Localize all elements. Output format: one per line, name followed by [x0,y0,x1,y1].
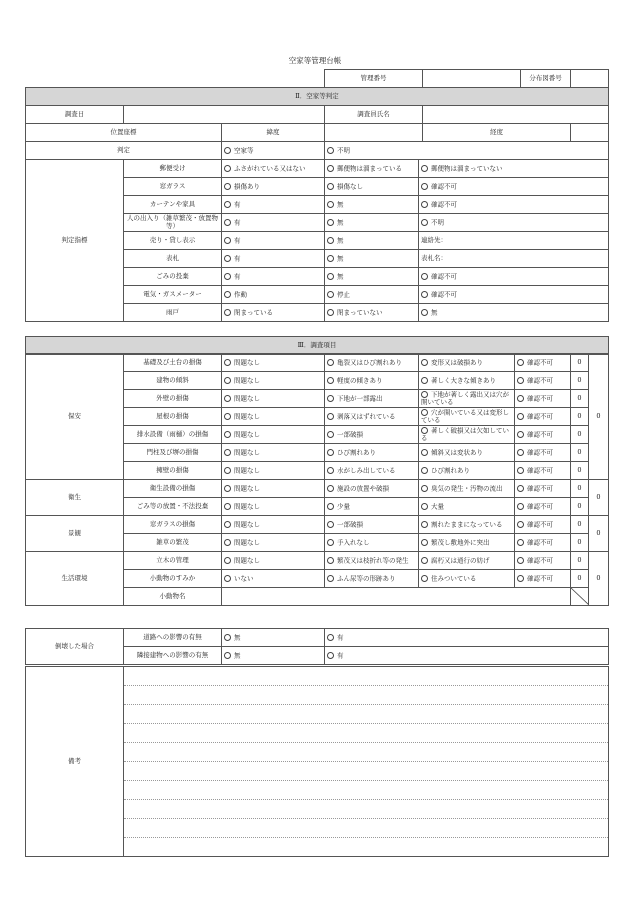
road-impact-label: 道路への影響の有無 [124,629,222,647]
kanri-label: 管理番号 [325,70,423,88]
item-label: 外壁の損傷 [124,390,222,408]
remarks-table [25,666,609,857]
radio-icon [421,291,428,298]
item-opt4[interactable]: 確認不可 [515,444,571,462]
radio-icon [327,485,334,492]
item-opt1[interactable]: 問題なし [222,516,325,534]
item-opt3[interactable]: 臭気の発生・汚物の流出 [419,480,515,498]
bunpu-label: 分布図番号 [521,70,571,88]
item-opt2[interactable]: 少量 [325,498,419,516]
item-opt2[interactable]: 水がしみ出している [325,462,419,480]
neighbor-impact-label: 隣接建物への影響の有無 [124,647,222,665]
remarks-line [124,724,608,743]
remarks-line [124,762,608,781]
item-opt2[interactable]: ひび割れあり [325,444,419,462]
item-label: 屋根の損傷 [124,408,222,426]
remarks-line [124,667,608,686]
radio-icon [224,634,231,641]
indicator-label: ごみの投棄 [124,268,222,286]
item-label: ごみ等の放置・不法投棄 [124,498,222,516]
collapse-table [25,628,609,665]
radio-icon [327,219,334,226]
item-opt2[interactable]: 繁茂又は枝折れ等の発生 [325,552,419,570]
road-none-option[interactable]: 無 [222,629,325,647]
remarks-line [124,705,608,724]
radio-icon [224,431,231,438]
radio-icon [224,165,231,172]
indicator-opt1[interactable]: 作動 [222,286,325,304]
remarks-lines [124,667,608,856]
indicators-label: 判定指標 [26,160,124,322]
item-opt4[interactable]: 確認不可 [515,408,571,426]
item-opt2[interactable]: 剥落又はずれている [325,408,419,426]
survey-date-label: 調査日 [26,106,124,124]
neighbor-yes-option[interactable]: 有 [325,647,609,665]
item-label: 基礎及び土台の損傷 [124,354,222,372]
lon-label: 経度 [423,124,571,142]
item-label: 衛生設備の損傷 [124,480,222,498]
radio-icon [327,273,334,280]
radio-icon [517,395,524,402]
indicator-opt1[interactable]: 有 [222,196,325,214]
radio-icon [517,557,524,564]
survey-row [26,516,609,534]
radio-icon [421,273,428,280]
radio-icon [224,467,231,474]
radio-icon [327,255,334,262]
coords-label: 位置座標 [26,124,222,142]
radio-icon [421,557,428,564]
indicator-opt2[interactable]: 損傷なし [325,178,419,196]
item-label: 小動物のすみか [124,570,222,588]
radio-icon [327,467,334,474]
indicator-opt2[interactable]: 郵便物は溜まっている [325,160,419,178]
radio-icon [224,395,231,402]
indicator-label: 売り・貸し表示 [124,232,222,250]
remarks-line [124,781,608,800]
radio-icon [224,485,231,492]
indicator-opt3[interactable]: 確認不可 [419,196,609,214]
item-label: 窓ガラスの損傷 [124,516,222,534]
radio-icon [224,183,231,190]
radio-icon [421,409,428,416]
indicator-label: 人の出入り（雑草繁茂・放置物等） [124,214,222,232]
indicator-table [25,141,609,322]
radio-icon [517,485,524,492]
item-opt1[interactable]: 問題なし [222,534,325,552]
item-score: 0 [571,480,589,498]
item-opt1[interactable]: 問題なし [222,444,325,462]
remarks-area[interactable] [124,667,609,857]
radio-icon [327,557,334,564]
kanri-value[interactable] [423,70,521,88]
radio-icon [421,449,428,456]
radio-icon [327,359,334,366]
item-opt3[interactable]: ひび割れあり [419,462,515,480]
indicator-opt3[interactable]: 確認不可 [419,178,609,196]
radio-icon [224,147,231,154]
item-label: 建物の傾斜 [124,372,222,390]
indicator-opt2[interactable]: 停止 [325,286,419,304]
radio-icon [224,557,231,564]
item-score: 0 [571,408,589,426]
indicator-opt2[interactable]: 無 [325,250,419,268]
collapse-label: 倒壊した場合 [26,629,124,665]
indicator-opt3[interactable]: 確認不可 [419,268,609,286]
radio-icon [224,273,231,280]
item-opt4[interactable]: 確認不可 [515,480,571,498]
radio-icon [517,467,524,474]
radio-icon [327,183,334,190]
radio-icon [224,539,231,546]
radio-icon [327,575,334,582]
lon-value[interactable] [571,124,609,142]
indicator-opt2[interactable]: 無 [325,268,419,286]
item-opt3[interactable]: 傾斜又は変状あり [419,444,515,462]
item-score: 0 [571,552,589,570]
radio-icon [421,391,428,398]
radio-icon [421,183,428,190]
radio-icon [517,503,524,510]
indicator-opt1[interactable]: 有 [222,232,325,250]
radio-icon [224,201,231,208]
radio-icon [224,521,231,528]
radio-icon [421,575,428,582]
item-score: 0 [571,426,589,444]
radio-icon [421,467,428,474]
page-title: 空家等管理台帳 [288,56,342,65]
radio-icon [421,165,428,172]
lat-value[interactable] [325,124,423,142]
item-label: 立木の管理 [124,552,222,570]
indicator-label: 郵便受け [124,160,222,178]
indicator-opt3[interactable]: 郵便物は溜まっていない [419,160,609,178]
item-opt2[interactable]: 一部破損 [325,426,419,444]
indicator-opt3[interactable]: 無 [419,304,609,322]
radio-icon [327,431,334,438]
item-opt4[interactable]: 確認不可 [515,570,571,588]
item-opt4[interactable]: 確認不可 [515,354,571,372]
indicator-opt2[interactable]: 無 [325,196,419,214]
item-opt3[interactable]: 著しく破損又は欠如している [419,426,515,444]
group-total: 0 [589,552,609,606]
item-opt2[interactable]: 軽度の傾きあり [325,372,419,390]
item-opt3[interactable]: 割れたままになっている [419,516,515,534]
nameplate-field[interactable]: 表札名： [419,250,609,268]
item-score: 0 [571,354,589,372]
radio-icon [327,201,334,208]
radio-icon [224,413,231,420]
lat-label: 緯度 [222,124,325,142]
judge-opt1[interactable]: 空家等 [222,142,325,160]
item-opt3[interactable]: 繁茂し敷地外に突出 [419,534,515,552]
item-score: 0 [571,390,589,408]
contact-field[interactable]: 連絡先： [419,232,609,250]
radio-icon [224,575,231,582]
radio-icon [421,201,428,208]
item-opt3[interactable]: 穴が開いている又は変形している [419,408,515,426]
item-opt4[interactable]: 確認不可 [515,534,571,552]
item-opt1[interactable]: 問題なし [222,372,325,390]
item-opt1[interactable]: 問題なし [222,462,325,480]
remarks-line [124,838,608,856]
item-opt4[interactable]: 確認不可 [515,390,571,408]
indicator-label: 電気・ガスメーター [124,286,222,304]
indicator-opt1[interactable]: ふさがれている又はない [222,160,325,178]
item-opt3[interactable]: 住みついている [419,570,515,588]
survey-row [26,354,609,372]
item-opt1[interactable]: 問題なし [222,408,325,426]
item-opt1[interactable]: 問題なし [222,354,325,372]
item-opt2[interactable]: 亀裂又はひび割れあり [325,354,419,372]
bunpu-value[interactable] [571,70,609,88]
item-label: 排水設備（雨樋）の損傷 [124,426,222,444]
item-opt2[interactable]: ふん尿等の形跡あり [325,570,419,588]
item-opt4[interactable]: 確認不可 [515,516,571,534]
item-label: 擁壁の損傷 [124,462,222,480]
item-opt1[interactable]: 問題なし [222,390,325,408]
group-name: 景観 [26,516,124,552]
radio-icon [224,359,231,366]
item-opt3[interactable]: 変形又は破損あり [419,354,515,372]
slash-icon [571,588,589,605]
indicator-label: 表札 [124,250,222,268]
radio-icon [421,485,428,492]
radio-icon [327,634,334,641]
item-opt3[interactable]: 著しく大きな傾きあり [419,372,515,390]
radio-icon [327,521,334,528]
group-total: 0 [589,516,609,552]
indicator-opt1[interactable]: 損傷あり [222,178,325,196]
remarks-line [124,743,608,762]
section3-title: Ⅲ．調査項目 [26,337,609,355]
item-score: 0 [571,372,589,390]
item-opt4[interactable]: 確認不可 [515,372,571,390]
item-score: 0 [571,534,589,552]
radio-icon [224,219,231,226]
radio-icon [421,309,428,316]
item-opt4[interactable]: 確認不可 [515,552,571,570]
neighbor-none-option[interactable]: 無 [222,647,325,665]
indicator-label: カーテンや家具 [124,196,222,214]
item-opt1[interactable]: 問題なし [222,480,325,498]
indicator-opt1[interactable]: 有 [222,214,325,232]
survey-row [26,480,609,498]
radio-icon [517,449,524,456]
radio-icon [517,575,524,582]
item-opt1[interactable]: いない [222,570,325,588]
survey-row [26,552,609,570]
radio-icon [517,413,524,420]
item-label: 門柱及び塀の損傷 [124,444,222,462]
radio-icon [224,237,231,244]
groups-table [25,353,609,606]
judge-opt2[interactable]: 不明 [325,142,609,160]
item-opt2[interactable]: 一部破損 [325,516,419,534]
group-total: 0 [589,354,609,480]
remarks-line [124,800,608,819]
radio-icon [327,377,334,384]
radio-icon [327,503,334,510]
radio-icon [224,377,231,384]
surveyor-label: 調査員氏名 [325,106,423,124]
surveyor-value[interactable] [423,106,609,124]
survey-date-value[interactable] [124,106,325,124]
road-yes-option[interactable]: 有 [325,629,609,647]
radio-icon [327,449,334,456]
radio-icon [327,291,334,298]
item-opt4[interactable]: 確認不可 [515,426,571,444]
radio-icon [224,291,231,298]
radio-icon [327,309,334,316]
item-opt2[interactable]: 下地が一部露出 [325,390,419,408]
header-table [25,69,609,142]
radio-icon [224,449,231,456]
group-name: 保安 [26,354,124,480]
item-score: 0 [571,462,589,480]
radio-icon [517,377,524,384]
indicator-label: 窓ガラス [124,178,222,196]
indicator-opt2[interactable]: 無 [325,214,419,232]
radio-icon [327,165,334,172]
radio-icon [517,431,524,438]
indicator-opt1[interactable]: 閉まっている [222,304,325,322]
radio-icon [224,255,231,262]
radio-icon [224,652,231,659]
radio-icon [327,539,334,546]
remarks-line [124,819,608,838]
group-name: 衛生 [26,480,124,516]
item-score: 0 [571,444,589,462]
radio-icon [421,359,428,366]
radio-icon [421,503,428,510]
radio-icon [224,503,231,510]
group-name: 生活環境 [26,552,124,606]
indicator-opt2[interactable]: 無 [325,232,419,250]
radio-icon [224,309,231,316]
radio-icon [327,237,334,244]
indicator-opt3[interactable]: 確認不可 [419,286,609,304]
item-opt3[interactable]: 腐朽又は通行の妨げ [419,552,515,570]
item-opt3[interactable]: 下地が著しく露出又は穴が開いている [419,390,515,408]
radio-icon [327,147,334,154]
item-opt1[interactable]: 問題なし [222,498,325,516]
judge-label: 判定 [26,142,222,160]
radio-icon [517,539,524,546]
radio-icon [421,521,428,528]
item-opt1[interactable]: 問題なし [222,426,325,444]
radio-icon [327,395,334,402]
radio-icon [517,521,524,528]
item-opt2[interactable]: 施設の放置や破損 [325,480,419,498]
radio-icon [421,427,428,434]
radio-icon [421,539,428,546]
group-total: 0 [589,480,609,516]
item-opt3[interactable]: 大量 [419,498,515,516]
indicator-opt2[interactable]: 閉まっていない [325,304,419,322]
remarks-label: 備考 [26,667,124,857]
item-opt2[interactable]: 手入れなし [325,534,419,552]
item-score: 0 [571,516,589,534]
indicator-label: 雨戸 [124,304,222,322]
item-score: 0 [571,570,589,588]
diagonal-slash [571,588,589,606]
radio-icon [327,652,334,659]
item-opt1[interactable]: 問題なし [222,552,325,570]
radio-icon [327,413,334,420]
radio-icon [421,377,428,384]
section2-title: Ⅱ．空家等判定 [26,88,609,106]
item-opt4[interactable]: 確認不可 [515,462,571,480]
radio-icon [421,219,428,226]
animal-name-label: 小動物名 [124,588,222,606]
remarks-line [124,686,608,705]
item-score: 0 [571,498,589,516]
item-label: 雑草の繁茂 [124,534,222,552]
indicator-opt1[interactable]: 有 [222,268,325,286]
indicator-opt3[interactable]: 不明 [419,214,609,232]
item-opt4[interactable]: 確認不可 [515,498,571,516]
indicator-opt1[interactable]: 有 [222,250,325,268]
radio-icon [517,359,524,366]
animal-name-field[interactable] [222,588,571,606]
